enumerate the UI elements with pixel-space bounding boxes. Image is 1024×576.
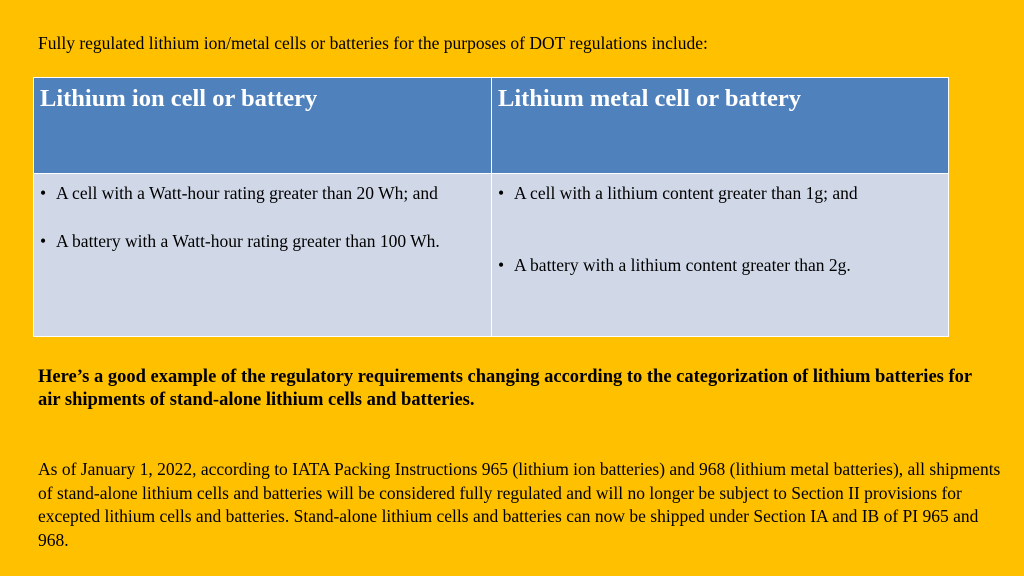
header-lithium-ion: Lithium ion cell or battery <box>34 78 492 174</box>
lithium-ion-criteria-list <box>40 181 485 253</box>
body-paragraph: As of January 1, 2022, according to IATA Packing Instructions 965 (lithium ion batteries) and 968 (lithium metal batteries), all shipments of stand-alone lithium cells and batteries will be considered fully regulated and will no longer be subject to Section II provisions for excepted lithium cells and batteries. Stand-alone lithium cells and batteries can now be shipped under Section IA and IB of PI 965 and 968. <box>38 459 1001 550</box>
lithium-metal-criteria-list <box>498 181 942 277</box>
header-lithium-metal: Lithium metal cell or battery <box>492 78 949 174</box>
list-item: • A battery with a lithium content greater than 2g. <box>498 253 942 277</box>
list-item: • A cell with a lithium content greater than 1g; and <box>498 181 942 205</box>
table-header-row <box>34 78 949 174</box>
regulation-table <box>33 77 949 337</box>
table-row <box>34 174 949 337</box>
lithium-metal-criteria-cell <box>492 174 949 337</box>
list-item: • A cell with a Watt-hour rating greater than 20 Wh; and <box>40 181 485 205</box>
intro-text: Fully regulated lithium ion/metal cells or batteries for the purposes of DOT regulations include: <box>38 33 708 53</box>
list-item: • A battery with a Watt-hour rating greater than 100 Wh. <box>40 229 485 253</box>
bold-note: Here’s a good example of the regulatory requirements changing according to the categorization of lithium batteries for air shipments of stand-alone lithium cells and batteries. <box>38 367 972 410</box>
lithium-ion-criteria-cell <box>34 174 492 337</box>
